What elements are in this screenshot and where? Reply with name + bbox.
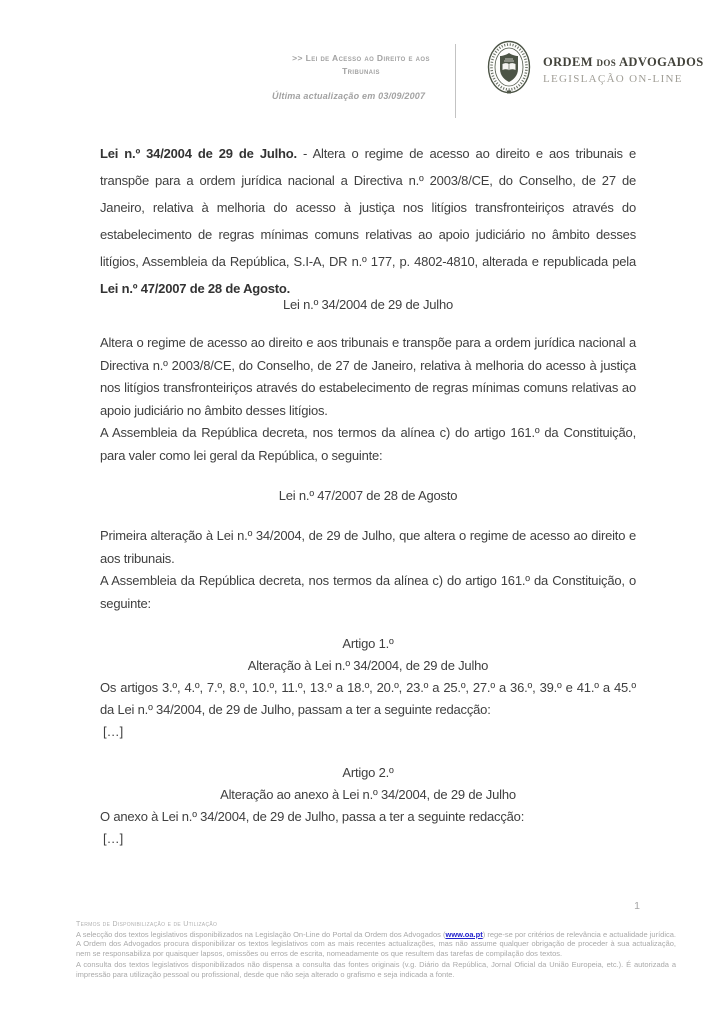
law1-body [100,332,636,467]
footer-terms-paragraph-1 [76,930,676,958]
law2-paragraph-2: A Assembleia da República decreta, nos termos da alínea c) do artigo 161.º da Constituição, o seguinte: [100,573,636,611]
law1-paragraph-2: A Assembleia da República decreta, nos termos da alínea c) do artigo 161.º da Constituição, para valer como lei geral da República, o seguinte: [100,425,636,463]
brand-name: ORDEM dos ADVOGADOS [543,55,704,69]
artigo2-body: O anexo à Lei n.º 34/2004, de 29 de Julho, passa a ter a seguinte redacção: [100,809,525,824]
footer-p1-after-link: ) rege-se por critérios de relevância e actualidade jurídica. A Ordem dos Advogados procura disponibilizar os textos legislativos com as mais recentes actualizações, mas não assume qualquer obrigação de proceder à sua actualização, nem se responsabiliza por quaisquer lapsos, omissões ou erros de escrita, nomeadamente os que resultem das tarefas de compilação dos textos. [76,930,677,958]
artigo2-ellipsis: […] [103,831,124,846]
footer-p1-before-link: A selecção dos textos legislativos disponibilizados na Legislação On-Line do Portal da Ordem dos Advogados ( [76,930,446,939]
law1-paragraph-1: Altera o regime de acesso ao direito e aos tribunais e transpõe para a ordem jurídica nacional a Directiva n.º 2003/8/CE, do Conselho, de 27 de Janeiro, relativa à melhoria do acesso à justiça nos litígios transfronteiriços através do estabelecimento de regras mínimas comuns relativas ao apoio judiciário no âmbito desses litígios. [100,335,636,418]
last-updated-label: Última actualização em 03/09/2007 [272,91,426,101]
intro-law-title-bold: Lei n.º 34/2004 de 29 de Julho. [100,146,297,161]
header-left [272,52,450,101]
ordem-dos-advogados-seal-icon [486,39,532,102]
intro-body-text: - Altera o regime de acesso ao direito e aos tribunais e transpõe para a ordem jurídica nacional a Directiva n.º 2003/8/CE, do Conselho, de 27 de Janeiro, relativa à melhoria do acesso à justiça nos litígios transfronteiriços através do estabelecimento de regras mínimas comuns relativas ao apoio judiciário no âmbito desses litígios, Assembleia da República, S.I-A, DR n.º 177, p. 4802-4810, alterada e republicada pela [100,146,637,269]
law2-paragraph-1: Primeira alteração à Lei n.º 34/2004, de 29 de Julho, que altera o regime de acesso ao direito e aos tribunais. [100,528,636,566]
intro-amending-law-bold: Lei n.º 47/2007 de 28 de Agosto. [100,281,291,296]
artigo2-title: Artigo 2.º [342,765,394,780]
artigo2-subtitle: Alteração ao anexo à Lei n.º 34/2004, de 29 de Julho [220,787,516,802]
law2-body [100,525,636,615]
intro-paragraph [100,140,636,302]
artigo1-subtitle: Alteração à Lei n.º 34/2004, de 29 de Julho [247,658,489,673]
law1-heading: Lei n.º 34/2004 de 29 de Julho [282,297,454,312]
artigo1-body: Os artigos 3.º, 4.º, 7.º, 8.º, 10.º, 11.º, 13.º a 18.º, 20.º, 23.º a 25.º, 27.º a 36.º, 39.º e 41.º a 45.º da Lei n.º 34/2004, de 29 de Julho, passam a ter a seguinte redacção: [100,680,636,717]
footer-terms [76,920,676,979]
artigo1-title: Artigo 1.º [342,636,394,651]
document-breadcrumb-title: >> Lei de Acesso ao Direito e aos Tribunais [292,53,430,76]
artigo1-section [100,633,636,743]
brand-subtitle: LEGISLAÇÃO ON-LINE [543,73,683,85]
artigo1-ellipsis: […] [103,724,124,739]
artigo2-section [100,762,636,850]
page-number: 1 [634,900,640,912]
brand-block [543,55,704,86]
header-divider [455,44,456,118]
footer-terms-title: Termos de Disponibilização e de Utilização [76,921,218,928]
footer-terms-paragraph-2: A consulta dos textos legislativos disponibilizados não dispensa a consulta das fontes originais (v.g. Diário da República, Jornal Oficial da União Europeia, etc.). É autorizada a impressão para utilização pessoal ou profissional, desde que não seja alterado o grafismo e seja indicada a fonte. [76,960,676,979]
law2-heading: Lei n.º 47/2007 de 28 de Agosto [278,488,458,503]
oa-portal-link[interactable]: www.oa.pt [445,930,483,939]
